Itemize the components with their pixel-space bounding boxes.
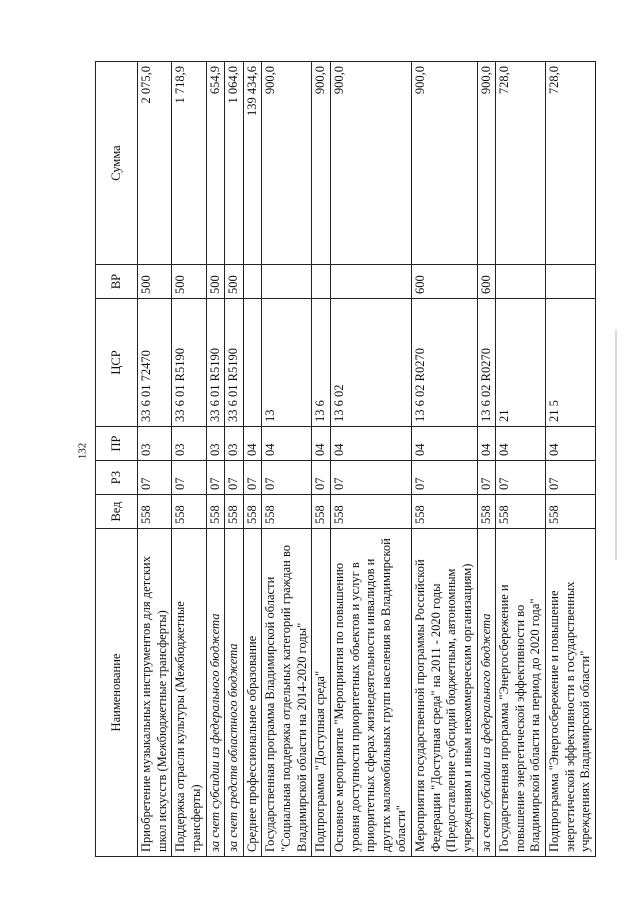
cell-csr: 21 5 — [546, 299, 596, 427]
cell-pr: 04 — [546, 427, 596, 461]
table-row — [412, 62, 478, 857]
cell-ved: 558 — [138, 495, 172, 529]
cell-vr — [330, 265, 411, 299]
cell-pr: 04 — [412, 427, 478, 461]
cell-name: Приобретение музыкальных инструментов для детских школ искусств (Межбюджетные трансферты) — [138, 529, 172, 857]
cell-pr: 03 — [206, 427, 225, 461]
table-row — [477, 62, 496, 857]
header-csr: ЦСР — [96, 299, 138, 427]
cell-rz: 07 — [262, 461, 312, 495]
cell-pr: 04 — [243, 427, 262, 461]
cell-rz: 07 — [206, 461, 225, 495]
cell-pr: 04 — [312, 427, 331, 461]
cell-sum: 900,0 — [412, 62, 478, 265]
cell-rz: 07 — [412, 461, 478, 495]
cell-name: Поддержка отрасли культуры (Межбюджетные трансферты) — [172, 529, 206, 857]
cell-rz: 07 — [243, 461, 262, 495]
cell-csr: 13 6 — [312, 299, 331, 427]
cell-sum: 900,0 — [477, 62, 496, 265]
header-name: Наименование — [96, 529, 138, 857]
cell-csr: 13 6 02 R0270 — [477, 299, 496, 427]
cell-rz: 07 — [138, 461, 172, 495]
cell-csr: 33 6 01 R5190 — [225, 299, 244, 427]
cell-ved: 558 — [262, 495, 312, 529]
cell-vr — [262, 265, 312, 299]
cell-sum: 1 064,0 — [225, 62, 244, 265]
cell-name: Среднее профессиональное образование — [243, 529, 262, 857]
page-number: 132 — [76, 442, 89, 460]
cell-rz: 07 — [330, 461, 411, 495]
table-row — [262, 62, 312, 857]
table-row — [496, 62, 546, 857]
cell-vr — [546, 265, 596, 299]
cell-ved: 558 — [225, 495, 244, 529]
cell-ved: 558 — [412, 495, 478, 529]
header-rz: РЗ — [96, 461, 138, 495]
table-row — [138, 62, 172, 857]
cell-sum: 139 434,6 — [243, 62, 262, 265]
cell-csr: 21 — [496, 299, 546, 427]
cell-pr: 03 — [225, 427, 244, 461]
cell-name: Подпрограмма "Энергосбережение и повышение энергетической эффективности в государственных учреждениях Владимирской области" — [546, 529, 596, 857]
cell-ved: 558 — [496, 495, 546, 529]
cell-vr: 500 — [172, 265, 206, 299]
cell-ved: 558 — [312, 495, 331, 529]
cell-vr: 600 — [477, 265, 496, 299]
cell-sum: 728,0 — [546, 62, 596, 265]
cell-rz: 07 — [477, 461, 496, 495]
cell-ved: 558 — [243, 495, 262, 529]
cell-name: Государственная программа "Энергосбережение и повышение энергетической эффективности во Владимирской области на период до 2020 года" — [496, 529, 546, 857]
cell-pr: 03 — [138, 427, 172, 461]
cell-name: за счет средств областного бюджета — [225, 529, 244, 857]
cell-csr: 33 6 01 R5190 — [206, 299, 225, 427]
cell-pr: 04 — [262, 427, 312, 461]
header-pr: ПР — [96, 427, 138, 461]
table-row — [330, 62, 411, 857]
table-row — [206, 62, 225, 857]
table-row — [225, 62, 244, 857]
cell-ved: 558 — [546, 495, 596, 529]
cell-pr: 04 — [477, 427, 496, 461]
cell-rz: 07 — [546, 461, 596, 495]
cell-sum: 728,0 — [496, 62, 546, 265]
cell-ved: 558 — [206, 495, 225, 529]
cell-vr: 600 — [412, 265, 478, 299]
table-row — [243, 62, 262, 857]
cell-pr: 03 — [172, 427, 206, 461]
cell-name: за счет субсидии из федерального бюджета — [206, 529, 225, 857]
header-row — [96, 62, 138, 857]
cell-vr — [312, 265, 331, 299]
cell-ved: 558 — [172, 495, 206, 529]
cell-csr: 13 — [262, 299, 312, 427]
cell-ved: 558 — [330, 495, 411, 529]
cell-vr: 500 — [225, 265, 244, 299]
cell-rz: 07 — [172, 461, 206, 495]
cell-csr: 13 6 02 R0270 — [412, 299, 478, 427]
table-row — [172, 62, 206, 857]
cell-sum: 900,0 — [330, 62, 411, 265]
cell-csr: 33 6 01 72470 — [138, 299, 172, 427]
cell-name: за счет субсидии из федерального бюджета — [477, 529, 496, 857]
table-row — [546, 62, 596, 857]
cell-pr: 04 — [330, 427, 411, 461]
cell-vr — [243, 265, 262, 299]
cell-rz: 07 — [225, 461, 244, 495]
header-vr: ВР — [96, 265, 138, 299]
cell-name: Государственная программа Владимирской области "Социальная поддержка отдельных категорий граждан во Владимирской области на 2014-2020 годы" — [262, 529, 312, 857]
budget-table — [95, 61, 596, 857]
cell-sum: 900,0 — [262, 62, 312, 265]
cell-name: Основное мероприятие "Мероприятия по повышению уровня доступности приоритетных объектов и услуг в приоритетных сферах жизнедеятельности инвалидов и других маломобильных групп населения во Владимирской области" — [330, 529, 411, 857]
header-ved: Вед — [96, 495, 138, 529]
cell-name: Подпрограмма "Доступная среда" — [312, 529, 331, 857]
cell-csr: 13 6 02 — [330, 299, 411, 427]
table-row — [312, 62, 331, 857]
cell-pr: 04 — [496, 427, 546, 461]
cell-sum: 900,0 — [312, 62, 331, 265]
cell-sum: 654,9 — [206, 62, 225, 265]
cell-sum: 2 075,0 — [138, 62, 172, 265]
cell-rz: 07 — [496, 461, 546, 495]
header-sum: Сумма — [96, 62, 138, 265]
cell-vr: 500 — [206, 265, 225, 299]
rotated-page — [95, 62, 605, 857]
cell-sum: 1 718,9 — [172, 62, 206, 265]
cell-csr: 33 6 01 R5190 — [172, 299, 206, 427]
cell-ved: 558 — [477, 495, 496, 529]
cell-csr — [243, 299, 262, 427]
cell-vr — [496, 265, 546, 299]
cell-name: Мероприятия государственной программы Российской Федерации "Доступная среда" на 2011 - 2020 годы (Предоставление субсидий бюджетным, автономным учреждениям и иным некоммерческим организациям) — [412, 529, 478, 857]
cell-rz: 07 — [312, 461, 331, 495]
table-container — [95, 62, 605, 857]
scan-artifact — [615, 330, 617, 560]
cell-vr: 500 — [138, 265, 172, 299]
